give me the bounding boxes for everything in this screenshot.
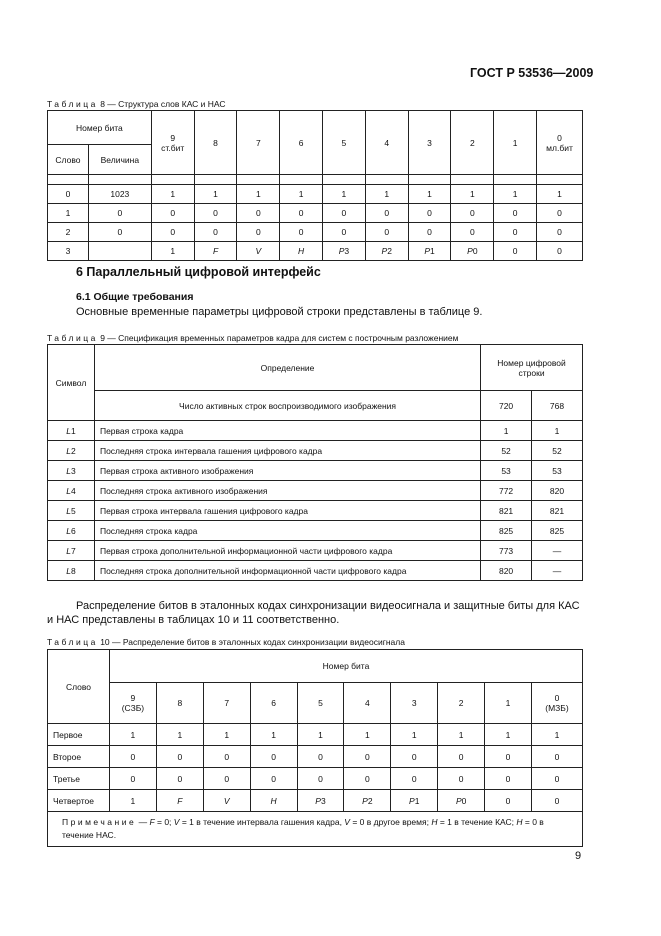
table8-bit-cell: 1 bbox=[151, 242, 194, 261]
table9-symbol-cell: L6 bbox=[48, 521, 95, 541]
table9-symbol-cell: L1 bbox=[48, 421, 95, 441]
table-row bbox=[48, 541, 583, 561]
table10-bit-header: 8 bbox=[156, 683, 203, 724]
table8-bit-cell: 0 bbox=[451, 204, 494, 223]
table9-value-cell: 772 bbox=[481, 481, 532, 501]
table10-bit-header: 2 bbox=[438, 683, 485, 724]
table10-bit-cell: 1 bbox=[109, 790, 156, 812]
table8-bit-cell: 0 bbox=[280, 223, 323, 242]
table10-bit-header: 6 bbox=[250, 683, 297, 724]
table10-bit-cell: 0 bbox=[250, 746, 297, 768]
table8-bit-cell: 0 bbox=[323, 204, 366, 223]
table10-bit-cell: 0 bbox=[438, 746, 485, 768]
table8-bit-header: 7 bbox=[237, 111, 280, 175]
table10-bit-cell: 0 bbox=[203, 768, 250, 790]
table8-bit-cell: 0 bbox=[151, 223, 194, 242]
table8-value-cell: 0 bbox=[88, 223, 151, 242]
table8-word-cell: 2 bbox=[48, 223, 89, 242]
table10-bit-cell: 1 bbox=[250, 724, 297, 746]
table9-active-lines-label: Число активных строк воспроизводимого изображения bbox=[94, 391, 480, 421]
table10-bit-cell: 0 bbox=[391, 746, 438, 768]
table10-bit-header: 3 bbox=[391, 683, 438, 724]
table10-bit-cell: 1 bbox=[203, 724, 250, 746]
table9-symbol-cell: L8 bbox=[48, 561, 95, 581]
table8-value-cell: 1023 bbox=[88, 185, 151, 204]
table8-bit-cell: 0 bbox=[365, 223, 408, 242]
table10-caption: Таблица 10 — Распределение битов в эталонных кодах синхронизации видеосигнала bbox=[47, 637, 405, 647]
section-6-intro: Основные временные параметры цифровой строки представлены в таблице 9. bbox=[76, 306, 483, 318]
table9-value-cell: 1 bbox=[532, 421, 583, 441]
table10-bit-header: 4 bbox=[344, 683, 391, 724]
table-row bbox=[48, 481, 583, 501]
table8-bit-header: 1 bbox=[494, 111, 537, 175]
table-row bbox=[48, 441, 583, 461]
table8-bit-header: 8 bbox=[194, 111, 237, 175]
table9-line-number-header: Номер цифровой строки bbox=[481, 345, 583, 391]
table8-bit-header: 0 мл.бит bbox=[537, 111, 583, 175]
table10-bit-cell: 1 bbox=[109, 724, 156, 746]
table-row bbox=[48, 561, 583, 581]
table-row bbox=[48, 746, 583, 768]
table-10 bbox=[47, 649, 583, 847]
table9-symbol-cell: L7 bbox=[48, 541, 95, 561]
table9-value-cell: 821 bbox=[481, 501, 532, 521]
table-row bbox=[48, 724, 583, 746]
table10-bit-cell: 0 bbox=[485, 790, 532, 812]
table8-bit-cell: P1 bbox=[408, 242, 451, 261]
table-row bbox=[48, 421, 583, 441]
table8-bit-cell: 0 bbox=[494, 242, 537, 261]
table8-value-cell bbox=[88, 242, 151, 261]
table10-bit-cell: 1 bbox=[531, 724, 582, 746]
paragraph-line-2: и НАС представлены в таблицах 10 и 11 соответственно. bbox=[47, 614, 340, 626]
table9-symbol-header: Символ bbox=[48, 345, 95, 421]
table9-value-cell: 773 bbox=[481, 541, 532, 561]
table10-word-cell: Первое bbox=[48, 724, 110, 746]
paragraph-line-1: Распределение битов в эталонных кодах синхронизации видеосигнала и защитные биты для КАС bbox=[76, 600, 580, 612]
table10-bit-cell: 1 bbox=[344, 724, 391, 746]
table8-bit-cell: 0 bbox=[280, 204, 323, 223]
table9-value-cell: 53 bbox=[481, 461, 532, 481]
table8-bit-cell: 1 bbox=[451, 185, 494, 204]
section-6-title: 6 Параллельный цифровой интерфейс bbox=[76, 265, 321, 279]
table10-bit-header: 0 (МЗБ) bbox=[531, 683, 582, 724]
table8-bit-header: 3 bbox=[408, 111, 451, 175]
table-row bbox=[48, 204, 583, 223]
table9-definition-cell: Первая строка дополнительной информационной части цифрового кадра bbox=[94, 541, 480, 561]
table8-bit-cell: V bbox=[237, 242, 280, 261]
table8-bit-cell: 0 bbox=[537, 242, 583, 261]
table8-bit-cell: P0 bbox=[451, 242, 494, 261]
table-row bbox=[48, 461, 583, 481]
table10-bit-cell: 1 bbox=[485, 724, 532, 746]
table8-value-header: Величина bbox=[88, 145, 151, 175]
table9-value-cell: 821 bbox=[532, 501, 583, 521]
table8-bit-cell: 0 bbox=[451, 223, 494, 242]
table10-bit-cell: 0 bbox=[203, 746, 250, 768]
document-code: ГОСТ Р 53536—2009 bbox=[470, 66, 594, 80]
table9-symbol-cell: L4 bbox=[48, 481, 95, 501]
table9-definition-cell: Последняя строка дополнительной информационной части цифрового кадра bbox=[94, 561, 480, 581]
table9-definition-cell: Последняя строка кадра bbox=[94, 521, 480, 541]
table9-value-cell: — bbox=[532, 561, 583, 581]
table9-definition-cell: Первая строка активного изображения bbox=[94, 461, 480, 481]
table10-word-cell: Четвертое bbox=[48, 790, 110, 812]
table10-bit-cell: 0 bbox=[344, 746, 391, 768]
table9-definition-cell: Первая строка кадра bbox=[94, 421, 480, 441]
table8-bit-header: 4 bbox=[365, 111, 408, 175]
table10-word-header: Слово bbox=[48, 650, 110, 724]
table9-value-cell: 52 bbox=[481, 441, 532, 461]
table8-bit-cell: 1 bbox=[323, 185, 366, 204]
table8-bit-header: 6 bbox=[280, 111, 323, 175]
table10-bit-cell: 0 bbox=[156, 768, 203, 790]
table-row bbox=[48, 223, 583, 242]
table8-bit-cell: 0 bbox=[323, 223, 366, 242]
table8-word-cell: 0 bbox=[48, 185, 89, 204]
table10-bit-number-header: Номер бита bbox=[109, 650, 582, 683]
table10-bit-cell: 1 bbox=[391, 724, 438, 746]
table10-bit-cell: 0 bbox=[250, 768, 297, 790]
table8-bit-header: 5 bbox=[323, 111, 366, 175]
table10-bit-header: 1 bbox=[485, 683, 532, 724]
table8-bit-cell: 0 bbox=[408, 223, 451, 242]
table10-bit-cell: H bbox=[250, 790, 297, 812]
table10-bit-cell: 0 bbox=[438, 768, 485, 790]
table10-bit-header: 5 bbox=[297, 683, 344, 724]
table-row bbox=[48, 185, 583, 204]
table9-value-cell: 825 bbox=[481, 521, 532, 541]
table8-bit-cell: 1 bbox=[151, 185, 194, 204]
table-row bbox=[48, 790, 583, 812]
table9-value-cell: 820 bbox=[532, 481, 583, 501]
table-8 bbox=[47, 110, 583, 261]
table-row bbox=[48, 768, 583, 790]
table10-bit-cell: 0 bbox=[531, 746, 582, 768]
table8-bit-cell: 1 bbox=[237, 185, 280, 204]
table8-value-cell: 0 bbox=[88, 204, 151, 223]
table8-bit-cell: 0 bbox=[408, 204, 451, 223]
table8-bit-cell: 0 bbox=[494, 204, 537, 223]
table10-bit-cell: V bbox=[203, 790, 250, 812]
table9-value-cell: 52 bbox=[532, 441, 583, 461]
table8-bit-cell: 0 bbox=[537, 204, 583, 223]
table8-bit-header: 9 ст.бит bbox=[151, 111, 194, 175]
table9-value-cell: 820 bbox=[481, 561, 532, 581]
table10-bit-cell: 1 bbox=[438, 724, 485, 746]
table8-bit-cell: 0 bbox=[494, 223, 537, 242]
table9-definition-cell: Первая строка интервала гашения цифрового кадра bbox=[94, 501, 480, 521]
table8-bit-cell: 1 bbox=[494, 185, 537, 204]
table8-bit-cell: F bbox=[194, 242, 237, 261]
table10-bit-cell: P0 bbox=[438, 790, 485, 812]
table8-word-cell: 3 bbox=[48, 242, 89, 261]
table9-value-cell: 1 bbox=[481, 421, 532, 441]
table9-active-lines-value: 720 bbox=[481, 391, 532, 421]
table8-bit-cell: P3 bbox=[323, 242, 366, 261]
table10-word-cell: Третье bbox=[48, 768, 110, 790]
table10-note: Примечание — F = 0; V = 1 в течение интервала гашения кадра, V = 0 в другое время; H = 1 в течение КАС; H = 0 в течение НАС. bbox=[48, 812, 583, 847]
table8-word-header: Слово bbox=[48, 145, 89, 175]
table10-bit-cell: 0 bbox=[485, 746, 532, 768]
table10-bit-cell: 0 bbox=[297, 746, 344, 768]
table9-definition-cell: Последняя строка активного изображения bbox=[94, 481, 480, 501]
table10-bit-cell: P1 bbox=[391, 790, 438, 812]
table8-caption: Таблица 8 — Структура слов КАС и НАС bbox=[47, 99, 226, 109]
table8-bit-cell: 0 bbox=[237, 204, 280, 223]
table8-bit-cell: 0 bbox=[151, 204, 194, 223]
table10-bit-header: 7 bbox=[203, 683, 250, 724]
table9-symbol-cell: L3 bbox=[48, 461, 95, 481]
table8-bit-cell: 0 bbox=[537, 223, 583, 242]
table8-bit-cell: 1 bbox=[537, 185, 583, 204]
section-6-1-title: 6.1 Общие требования bbox=[76, 291, 194, 303]
table9-definition-header: Определение bbox=[94, 345, 480, 391]
table10-bit-cell: F bbox=[156, 790, 203, 812]
table10-bit-cell: P2 bbox=[344, 790, 391, 812]
table9-value-cell: — bbox=[532, 541, 583, 561]
table9-caption: Таблица 9 — Спецификация временных параметров кадра для систем с построчным разложением bbox=[47, 333, 459, 343]
table10-word-cell: Второе bbox=[48, 746, 110, 768]
table-row bbox=[48, 501, 583, 521]
table9-value-cell: 53 bbox=[532, 461, 583, 481]
table8-bit-cell: 1 bbox=[280, 185, 323, 204]
table10-bit-cell: 0 bbox=[391, 768, 438, 790]
table10-bit-cell: 0 bbox=[156, 746, 203, 768]
table8-bit-cell: 0 bbox=[365, 204, 408, 223]
table9-symbol-cell: L5 bbox=[48, 501, 95, 521]
table9-value-cell: 825 bbox=[532, 521, 583, 541]
table9-definition-cell: Последняя строка интервала гашения цифрового кадра bbox=[94, 441, 480, 461]
table10-bit-header: 9 (СЗБ) bbox=[109, 683, 156, 724]
table8-bit-header: 2 bbox=[451, 111, 494, 175]
table8-bit-number-header: Номер бита bbox=[48, 111, 152, 145]
table10-bit-cell: 0 bbox=[531, 790, 582, 812]
table8-bit-cell: 0 bbox=[194, 223, 237, 242]
table8-bit-cell: 1 bbox=[408, 185, 451, 204]
table-row bbox=[48, 521, 583, 541]
table10-bit-cell: 1 bbox=[156, 724, 203, 746]
table-row bbox=[48, 242, 583, 261]
table10-bit-cell: 0 bbox=[109, 746, 156, 768]
table8-bit-cell: H bbox=[280, 242, 323, 261]
table10-bit-cell: 0 bbox=[344, 768, 391, 790]
table10-bit-cell: 0 bbox=[485, 768, 532, 790]
table8-bit-cell: 1 bbox=[365, 185, 408, 204]
table9-active-lines-value: 768 bbox=[532, 391, 583, 421]
table10-bit-cell: 0 bbox=[531, 768, 582, 790]
table9-symbol-cell: L2 bbox=[48, 441, 95, 461]
table10-bit-cell: P3 bbox=[297, 790, 344, 812]
page-number: 9 bbox=[575, 850, 582, 862]
table8-bit-cell: 0 bbox=[237, 223, 280, 242]
table10-bit-cell: 0 bbox=[297, 768, 344, 790]
table8-word-cell: 1 bbox=[48, 204, 89, 223]
table8-bit-cell: P2 bbox=[365, 242, 408, 261]
table10-bit-cell: 1 bbox=[297, 724, 344, 746]
table-9 bbox=[47, 344, 583, 581]
table8-bit-cell: 0 bbox=[194, 204, 237, 223]
table10-bit-cell: 0 bbox=[109, 768, 156, 790]
table8-bit-cell: 1 bbox=[194, 185, 237, 204]
